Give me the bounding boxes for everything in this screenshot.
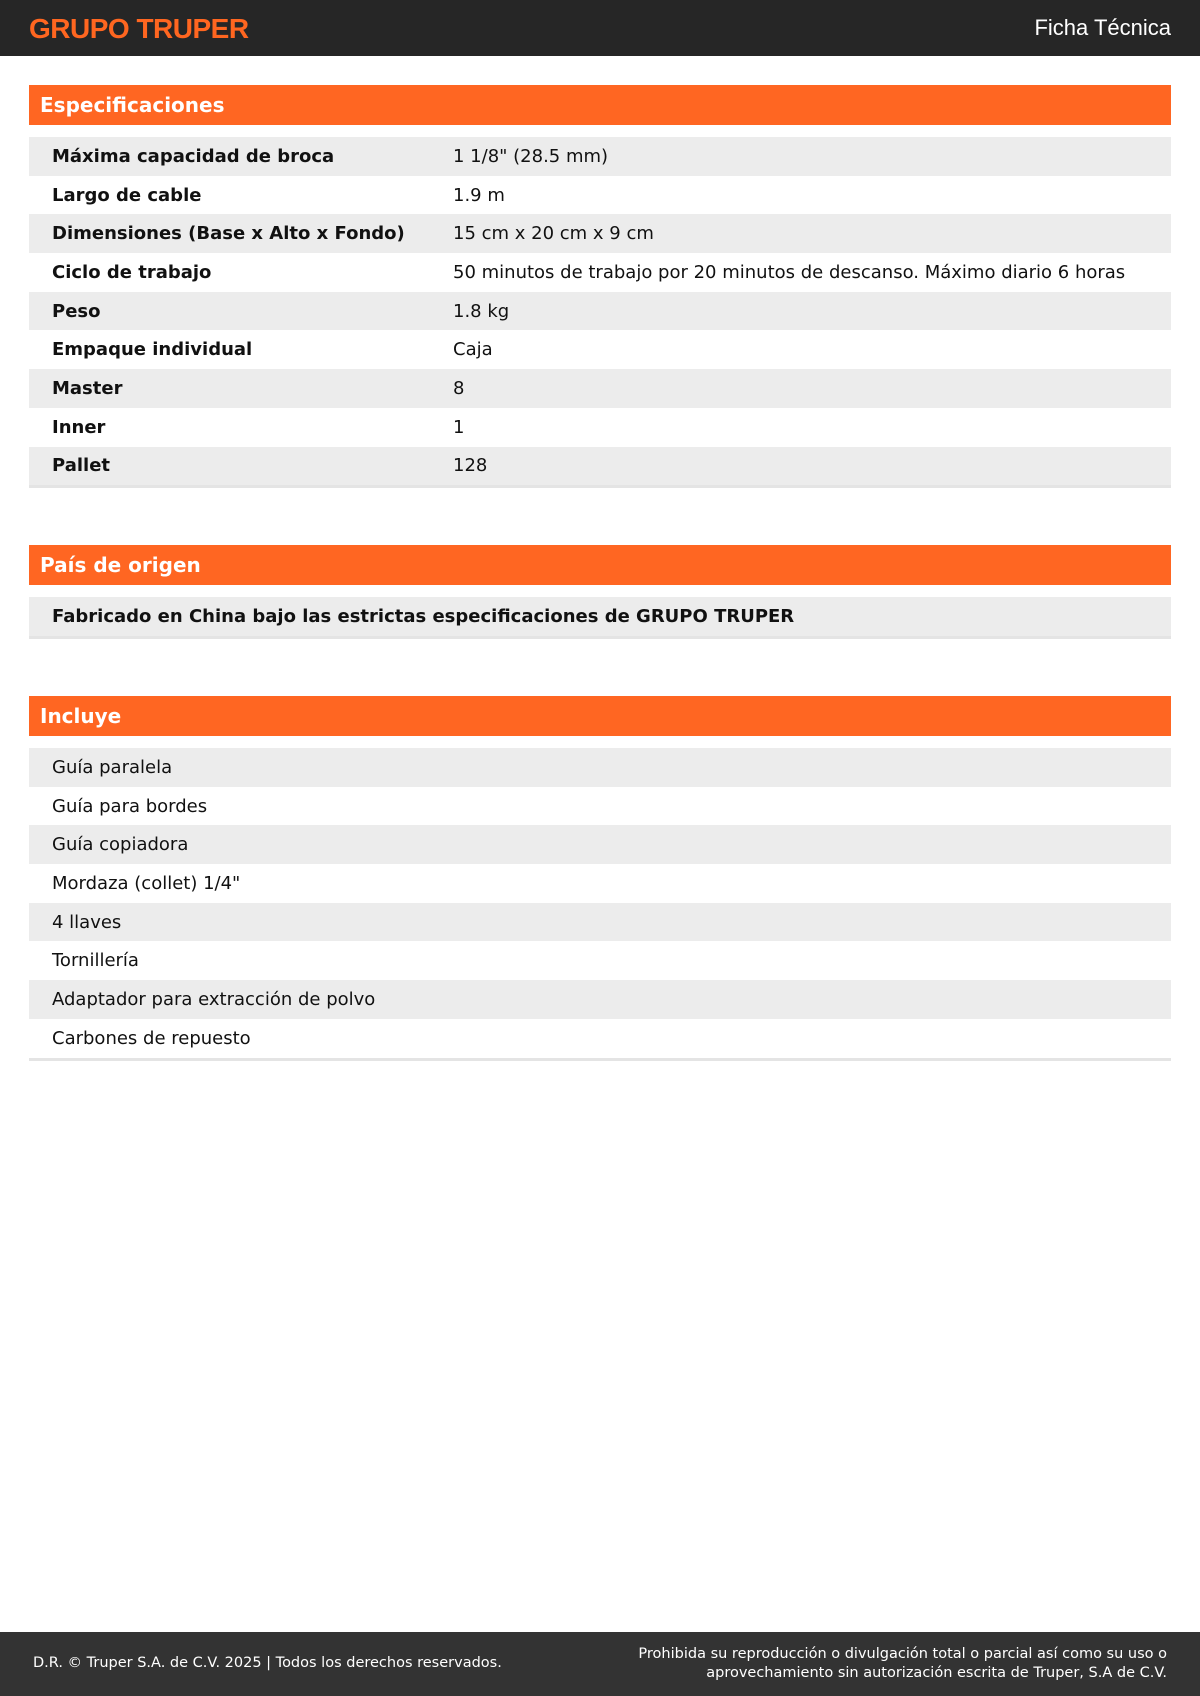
included-item: Guía para bordes	[52, 795, 208, 817]
list-item	[29, 787, 1171, 826]
included-item: 4 llaves	[52, 911, 122, 933]
spec-value: 50 minutos de trabajo por 20 minutos de descanso. Máximo diario 6 horas	[453, 261, 1126, 283]
table-row	[29, 408, 1171, 447]
spec-label: Master	[52, 377, 123, 399]
specs-table	[29, 137, 1171, 488]
included-item: Carbones de repuesto	[52, 1027, 251, 1049]
list-item	[29, 864, 1171, 903]
spec-value: 1.9 m	[453, 184, 505, 206]
origin-section-title: País de origen	[29, 545, 1171, 585]
included-item: Tornillería	[52, 950, 139, 972]
spec-value: 1 1/8" (28.5 mm)	[453, 145, 609, 167]
specs-section	[29, 85, 1171, 488]
legal-notice	[638, 1645, 1167, 1683]
spec-label: Máxima capacidad de broca	[52, 145, 335, 167]
spec-label: Ciclo de trabajo	[52, 261, 212, 283]
list-item	[29, 1019, 1171, 1058]
table-row	[29, 330, 1171, 369]
includes-section-title: Incluye	[29, 696, 1171, 736]
included-item: Mordaza (collet) 1/4"	[52, 872, 241, 894]
spec-label: Dimensiones (Base x Alto x Fondo)	[52, 223, 405, 245]
table-row	[29, 597, 1171, 636]
included-item: Guía copiadora	[52, 834, 189, 856]
includes-list	[29, 748, 1171, 1061]
table-row	[29, 176, 1171, 215]
spec-value: 128	[453, 455, 488, 477]
spec-value: 1	[453, 416, 465, 438]
legal-notice-line: aprovechamiento sin autorización escrita de Truper, S.A de C.V.	[706, 1665, 1167, 1681]
spec-label: Pallet	[52, 455, 111, 477]
list-item	[29, 980, 1171, 1019]
spec-label: Empaque individual	[52, 339, 253, 361]
included-item: Guía paralela	[52, 756, 173, 778]
table-row	[29, 292, 1171, 331]
spec-label: Peso	[52, 300, 101, 322]
table-row	[29, 447, 1171, 486]
table-row	[29, 214, 1171, 253]
specs-section-title: Especificaciones	[29, 85, 1171, 125]
document-title: Ficha Técnica	[1034, 15, 1171, 40]
list-item	[29, 825, 1171, 864]
truper-logo: GRUPO TRUPER	[29, 13, 249, 44]
spec-label: Largo de cable	[52, 184, 202, 206]
page-footer	[0, 1632, 1200, 1696]
origin-table	[29, 597, 1171, 639]
spec-value: Caja	[453, 339, 493, 361]
includes-section	[29, 696, 1171, 1061]
table-row	[29, 137, 1171, 176]
legal-notice-line: Prohibida su reproducción o divulgación total o parcial así como su uso o	[638, 1646, 1167, 1662]
included-item: Adaptador para extracción de polvo	[52, 988, 376, 1010]
origin-section	[29, 545, 1171, 639]
page-header	[0, 0, 1200, 56]
origin-text: Fabricado en China bajo las estrictas especificaciones de GRUPO TRUPER	[52, 605, 795, 627]
list-item	[29, 903, 1171, 942]
spec-value: 1.8 kg	[453, 300, 510, 322]
table-row	[29, 253, 1171, 292]
spec-value: 8	[453, 377, 465, 399]
spec-label: Inner	[52, 416, 106, 438]
spec-value: 15 cm x 20 cm x 9 cm	[453, 223, 654, 245]
list-item	[29, 748, 1171, 787]
table-row	[29, 369, 1171, 408]
list-item	[29, 941, 1171, 980]
copyright-text: D.R. © Truper S.A. de C.V. 2025 | Todos los derechos reservados.	[33, 1655, 502, 1671]
